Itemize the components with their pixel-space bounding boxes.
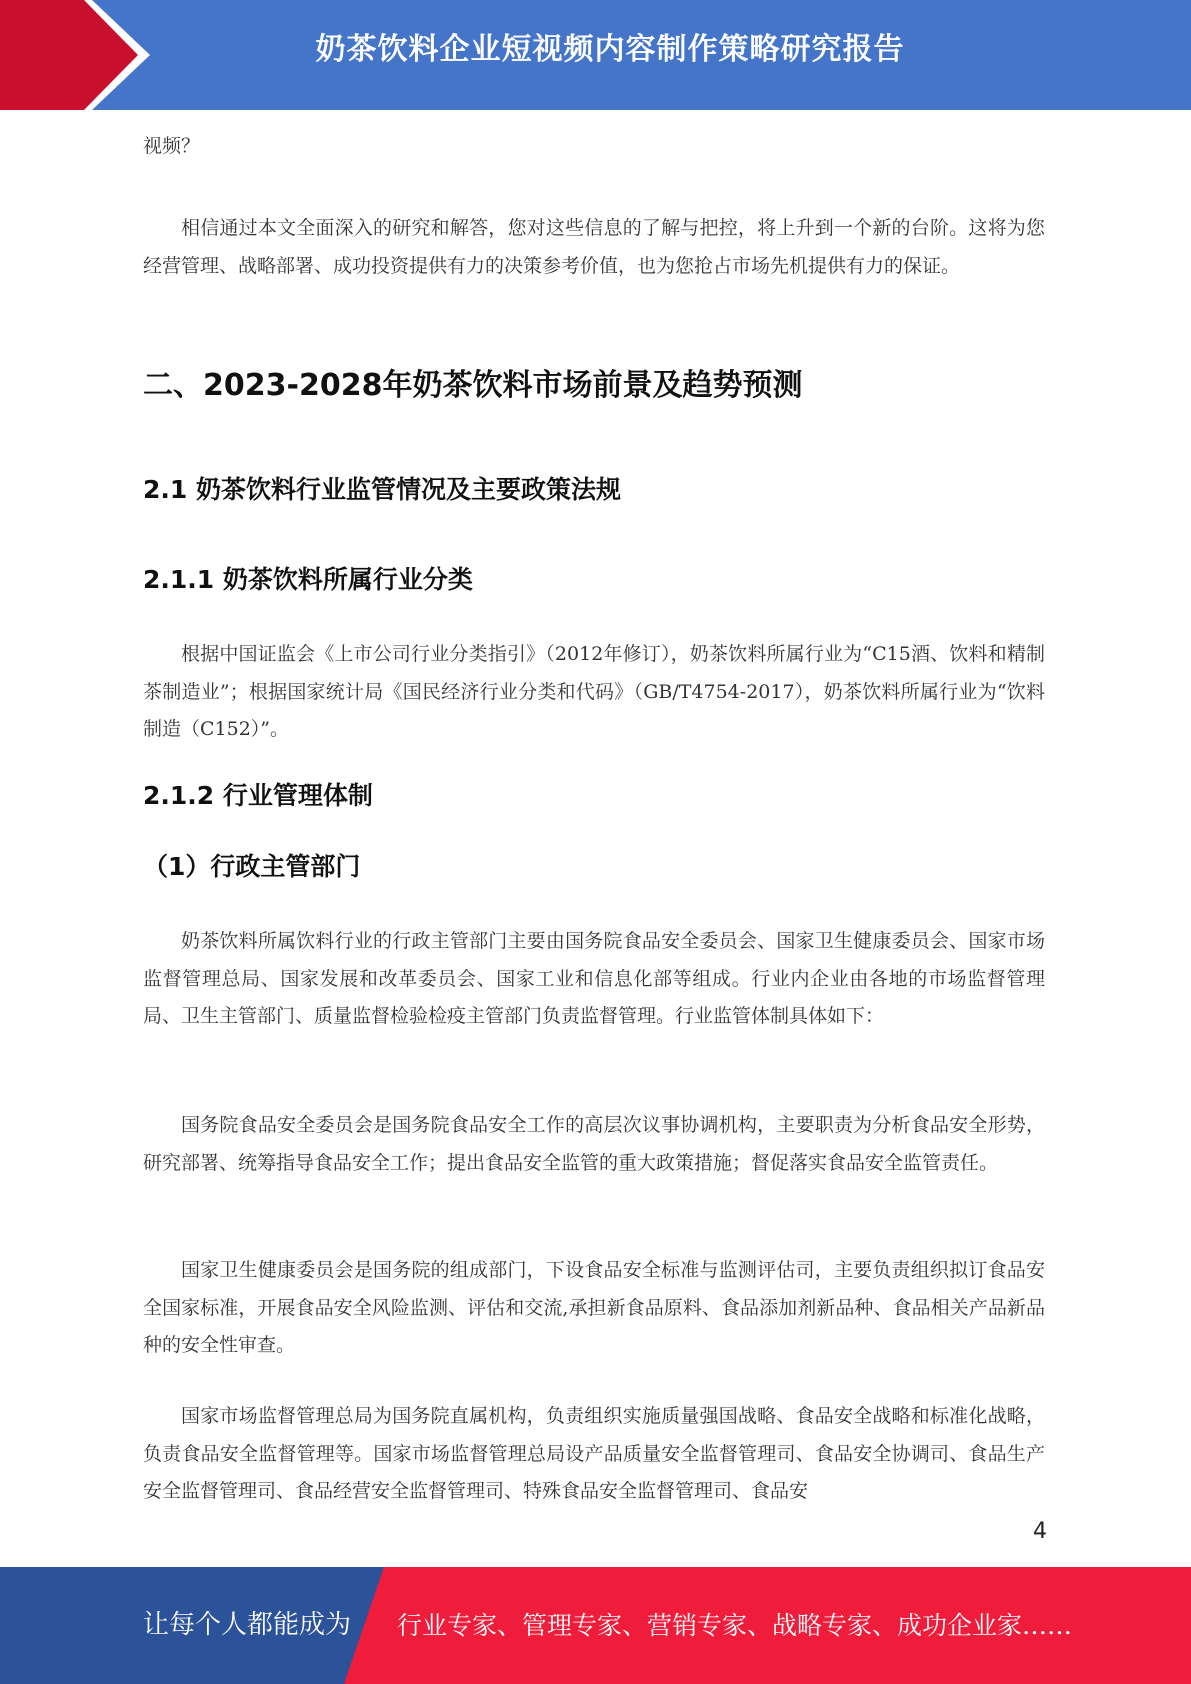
header-arrow-decoration: [0, 0, 150, 110]
health-paragraph: 国家卫生健康委员会是国务院的组成部门，下设食品安全标准与监测评估司，主要负责组织拟订食品安全国家标准，开展食品安全风险监测、评估和交流,承担新食品原料、食品添加剂新品种、食品相关产品新品种的安全性审查。: [143, 1259, 1045, 1356]
market-paragraph: 国家市场监督管理总局为国务院直属机构，负责组织实施质量强国战略、食品安全战略和标准化战略，负责食品安全监督管理等。国家市场监督管理总局设产品质量安全监督管理司、食品安全协调司、食品生产安全监督管理司、食品经营安全监督管理司、特殊食品安全监督管理司、食品安: [143, 1405, 1045, 1502]
item-heading: （1）行政主管部门: [143, 852, 361, 881]
report-title: 奶茶饮料企业短视频内容制作策略研究报告: [315, 32, 905, 67]
page-footer-banner: [0, 1567, 1191, 1684]
classification-paragraph: 根据中国证监会《上市公司行业分类指引》（2012年修订），奶茶饮料所属行业为“C15酒、饮料和精制茶制造业”；根据国家统计局《国民经济行业分类和代码》（GB/T4754-2017），奶茶饮料所属行业为“饮料制造（C152）”。: [143, 643, 1045, 740]
section-heading: 二、2023-2028年奶茶饮料市场前景及趋势预测: [143, 368, 803, 403]
footer-slogan-left: 让每个人都能成为: [143, 1610, 352, 1640]
subsubsection-heading-management: 2.1.2 行业管理体制: [143, 781, 373, 810]
footer-slogan-right: 行业专家、管理专家、营销专家、战略专家、成功企业家……: [397, 1611, 1073, 1640]
subsection-heading: 2.1 奶茶饮料行业监管情况及主要政策法规: [143, 475, 621, 504]
subsubsection-heading-classification: 2.1.1 奶茶饮料所属行业分类: [143, 565, 473, 594]
page-number: 4: [1033, 1519, 1047, 1544]
page-header-banner: [0, 0, 1191, 110]
council-paragraph: 国务院食品安全委员会是国务院食品安全工作的高层次议事协调机构，主要职责为分析食品安全形势，研究部署、统筹指导食品安全工作；提出食品安全监管的重大政策措施；督促落实食品安全监管责任。: [143, 1114, 1045, 1174]
intro-paragraph: 相信通过本文全面深入的研究和解答，您对这些信息的了解与把控，将上升到一个新的台阶。这将为您经营管理、战略部署、成功投资提供有力的决策参考价值，也为您抢占市场先机提供有力的保证。: [143, 217, 1045, 277]
continued-text: 视频？: [143, 135, 201, 157]
admin-paragraph: 奶茶饮料所属饮料行业的行政主管部门主要由国务院食品安全委员会、国家卫生健康委员会、国家市场监督管理总局、国家发展和改革委员会、国家工业和信息化部等组成。行业内企业由各地的市场监督管理局、卫生主管部门、质量监督检验检疫主管部门负责监督管理。行业监管体制具体如下：: [143, 930, 1045, 1027]
